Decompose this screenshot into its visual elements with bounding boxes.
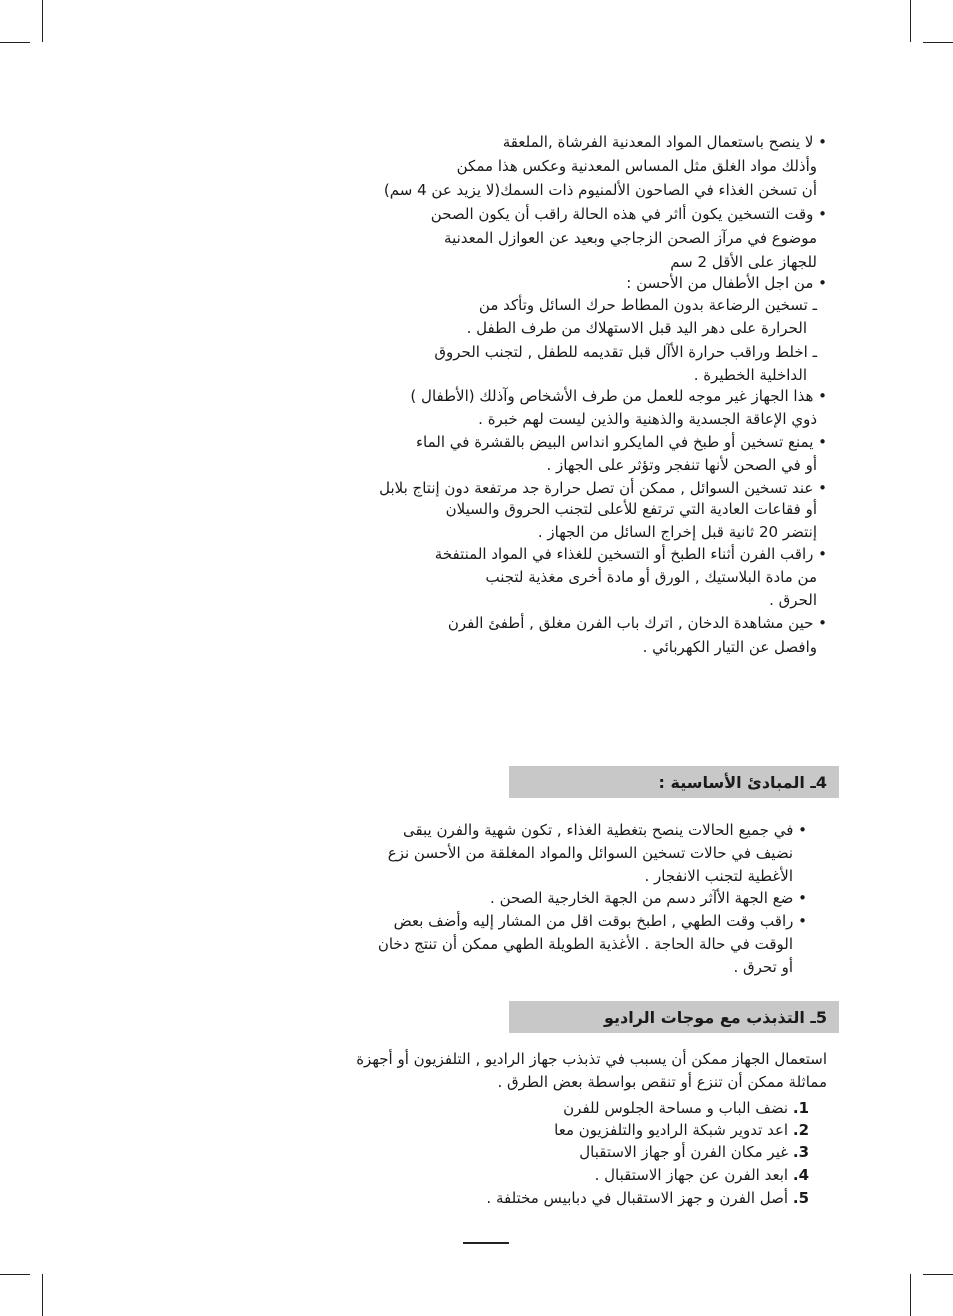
principle-line: أو تحرق . <box>733 958 793 976</box>
remedy-number: 2. <box>792 1121 809 1139</box>
footer-rule <box>463 1242 509 1244</box>
remedy-item <box>486 1186 809 1210</box>
interference-line: مماثلة ممكن أن تنزع أو تنقص بواسطة بعض الطرق . <box>497 1073 827 1091</box>
note-line: • من اجل الأطفال من الأحسن : <box>626 274 827 292</box>
remedy-text: ابعد الفرن عن جهاز الاستقبال . <box>594 1166 789 1184</box>
note-line: وافصل عن التيار الكهربائي . <box>642 638 817 656</box>
note-line: ذوي الإعاقة الجسدية والذهنية والذين ليست لهم خبرة . <box>478 410 817 428</box>
remedy-text: أصل الفرن و جهز الاستقبال في دبابيس مختلفة . <box>486 1189 789 1207</box>
remedy-item <box>554 1118 809 1142</box>
principle-line: • ضع الجهة الأآثر دسم من الجهة الخارجية الصحن . <box>490 889 807 907</box>
note-line: أن تسخن الغذاء في الصاحون الألمنيوم ذات السمك(لا يزيد عن 4 سم) <box>383 181 817 199</box>
note-line: ـ تسخين الرضاعة بدون المطاط حرك السائل وتأكد من <box>478 296 817 314</box>
remedy-text: اعد تدوير شبكة الراديو والتلفزيون معا <box>554 1121 789 1139</box>
remedy-item <box>579 1140 809 1164</box>
crop-mark-bottom-left-horizontal <box>0 1274 30 1275</box>
section-5-title: 5ـ التذبذب مع موجات الراديو <box>603 1007 827 1027</box>
note-line: • يمنع تسخين أو طبخ في المايكرو انداس البيض بالقشرة في الماء <box>415 433 827 451</box>
note-line: وأذلك مواد الغلق مثل المساس المعدنية وعكس هذا ممكن <box>456 157 817 175</box>
principle-line: • راقب وقت الطهي , اطبخ بوقت اقل من المشار إليه وأضف بعض <box>393 912 807 930</box>
note-line: إنتضر 20 ثانية قبل إخراج السائل من الجهاز . <box>537 523 817 541</box>
note-line: للجهاز على الأقل 2 سم <box>670 253 817 271</box>
note-line: أو فقاعات العادية التي ترتفع للأعلى لتجنب الحروق والسيلان <box>445 500 817 518</box>
remedy-item <box>595 1163 809 1187</box>
note-line: • وقت التسخين يكون أاثر في هذه الحالة راقب أن يكون الصحن <box>430 205 827 223</box>
crop-mark-bottom-right-vertical <box>910 1274 911 1316</box>
remedy-number: 3. <box>792 1143 809 1161</box>
remedy-text: نضف الباب و مساحة الجلوس للفرن <box>563 1099 789 1117</box>
remedy-item <box>563 1096 809 1120</box>
note-line: موضوع في مرآز الصحن الزجاجي وبعيد عن العوازل المعدنية <box>444 229 817 247</box>
crop-mark-bottom-right-horizontal <box>923 1274 953 1275</box>
note-line: • عند تسخين السوائل , ممكن أن تصل حرارة جد مرتفعة دون إنتاج بلابل <box>379 479 827 497</box>
principle-line: نضيف في حالات تسخين السوائل والمواد المغلقة من الأحسن نزع <box>387 844 793 862</box>
interference-line: استعمال الجهاز ممكن أن يسبب في تذبذب جهاز الراديو , التلفزيون أو أجهزة <box>356 1050 827 1068</box>
note-line: الداخلية الخطيرة . <box>693 366 807 384</box>
remedy-number: 4. <box>792 1166 809 1184</box>
principle-line: الأغطية لتجنب الانفجار . <box>644 867 793 885</box>
note-line: • راقب الفرن أثناء الطبخ أو التسخين للغذاء في المواد المنتفخة <box>434 545 827 563</box>
principle-line: • في جميع الحالات ينصح بتغطية الغذاء , تكون شهية والفرن يبقى <box>402 821 807 839</box>
crop-mark-bottom-left-vertical <box>42 1274 43 1316</box>
note-line: ـ اخلط وراقب حرارة الأآل قبل تقديمه للطفل , لتجنب الحروق <box>434 343 817 361</box>
note-line: الحرق . <box>769 591 817 609</box>
note-line: من مادة البلاستيك , الورق أو مادة أخرى مغذية لتجنب <box>485 568 817 586</box>
note-line: أو في الصحن لأنها تنفجر وتؤثر على الجهاز . <box>546 456 817 474</box>
principle-line: الوقت في حالة الحاجة . الأغذية الطويلة الطهي ممكن أن تنتج دخان <box>377 935 793 953</box>
note-line: • حين مشاهدة الدخان , اترك باب الفرن مغلق , أطفئ الفرن <box>447 614 827 632</box>
note-line: • هذا الجهاز غير موجه للعمل من طرف الأشخاص وآذلك (الأطفال ) <box>410 387 827 405</box>
remedy-number: 1. <box>792 1099 809 1117</box>
note-line: الحرارة على دهر اليد قبل الاستهلاك من طرف الطفل . <box>466 319 807 337</box>
note-line: • لا ينصح باستعمال المواد المعدنية الفرشاة ,الملعقة <box>502 133 827 151</box>
section-4-title: 4ـ المبادئ الأساسية : <box>658 772 827 792</box>
remedy-number: 5. <box>792 1189 809 1207</box>
remedy-text: غير مكان الفرن أو جهاز الاستقبال <box>579 1143 789 1161</box>
